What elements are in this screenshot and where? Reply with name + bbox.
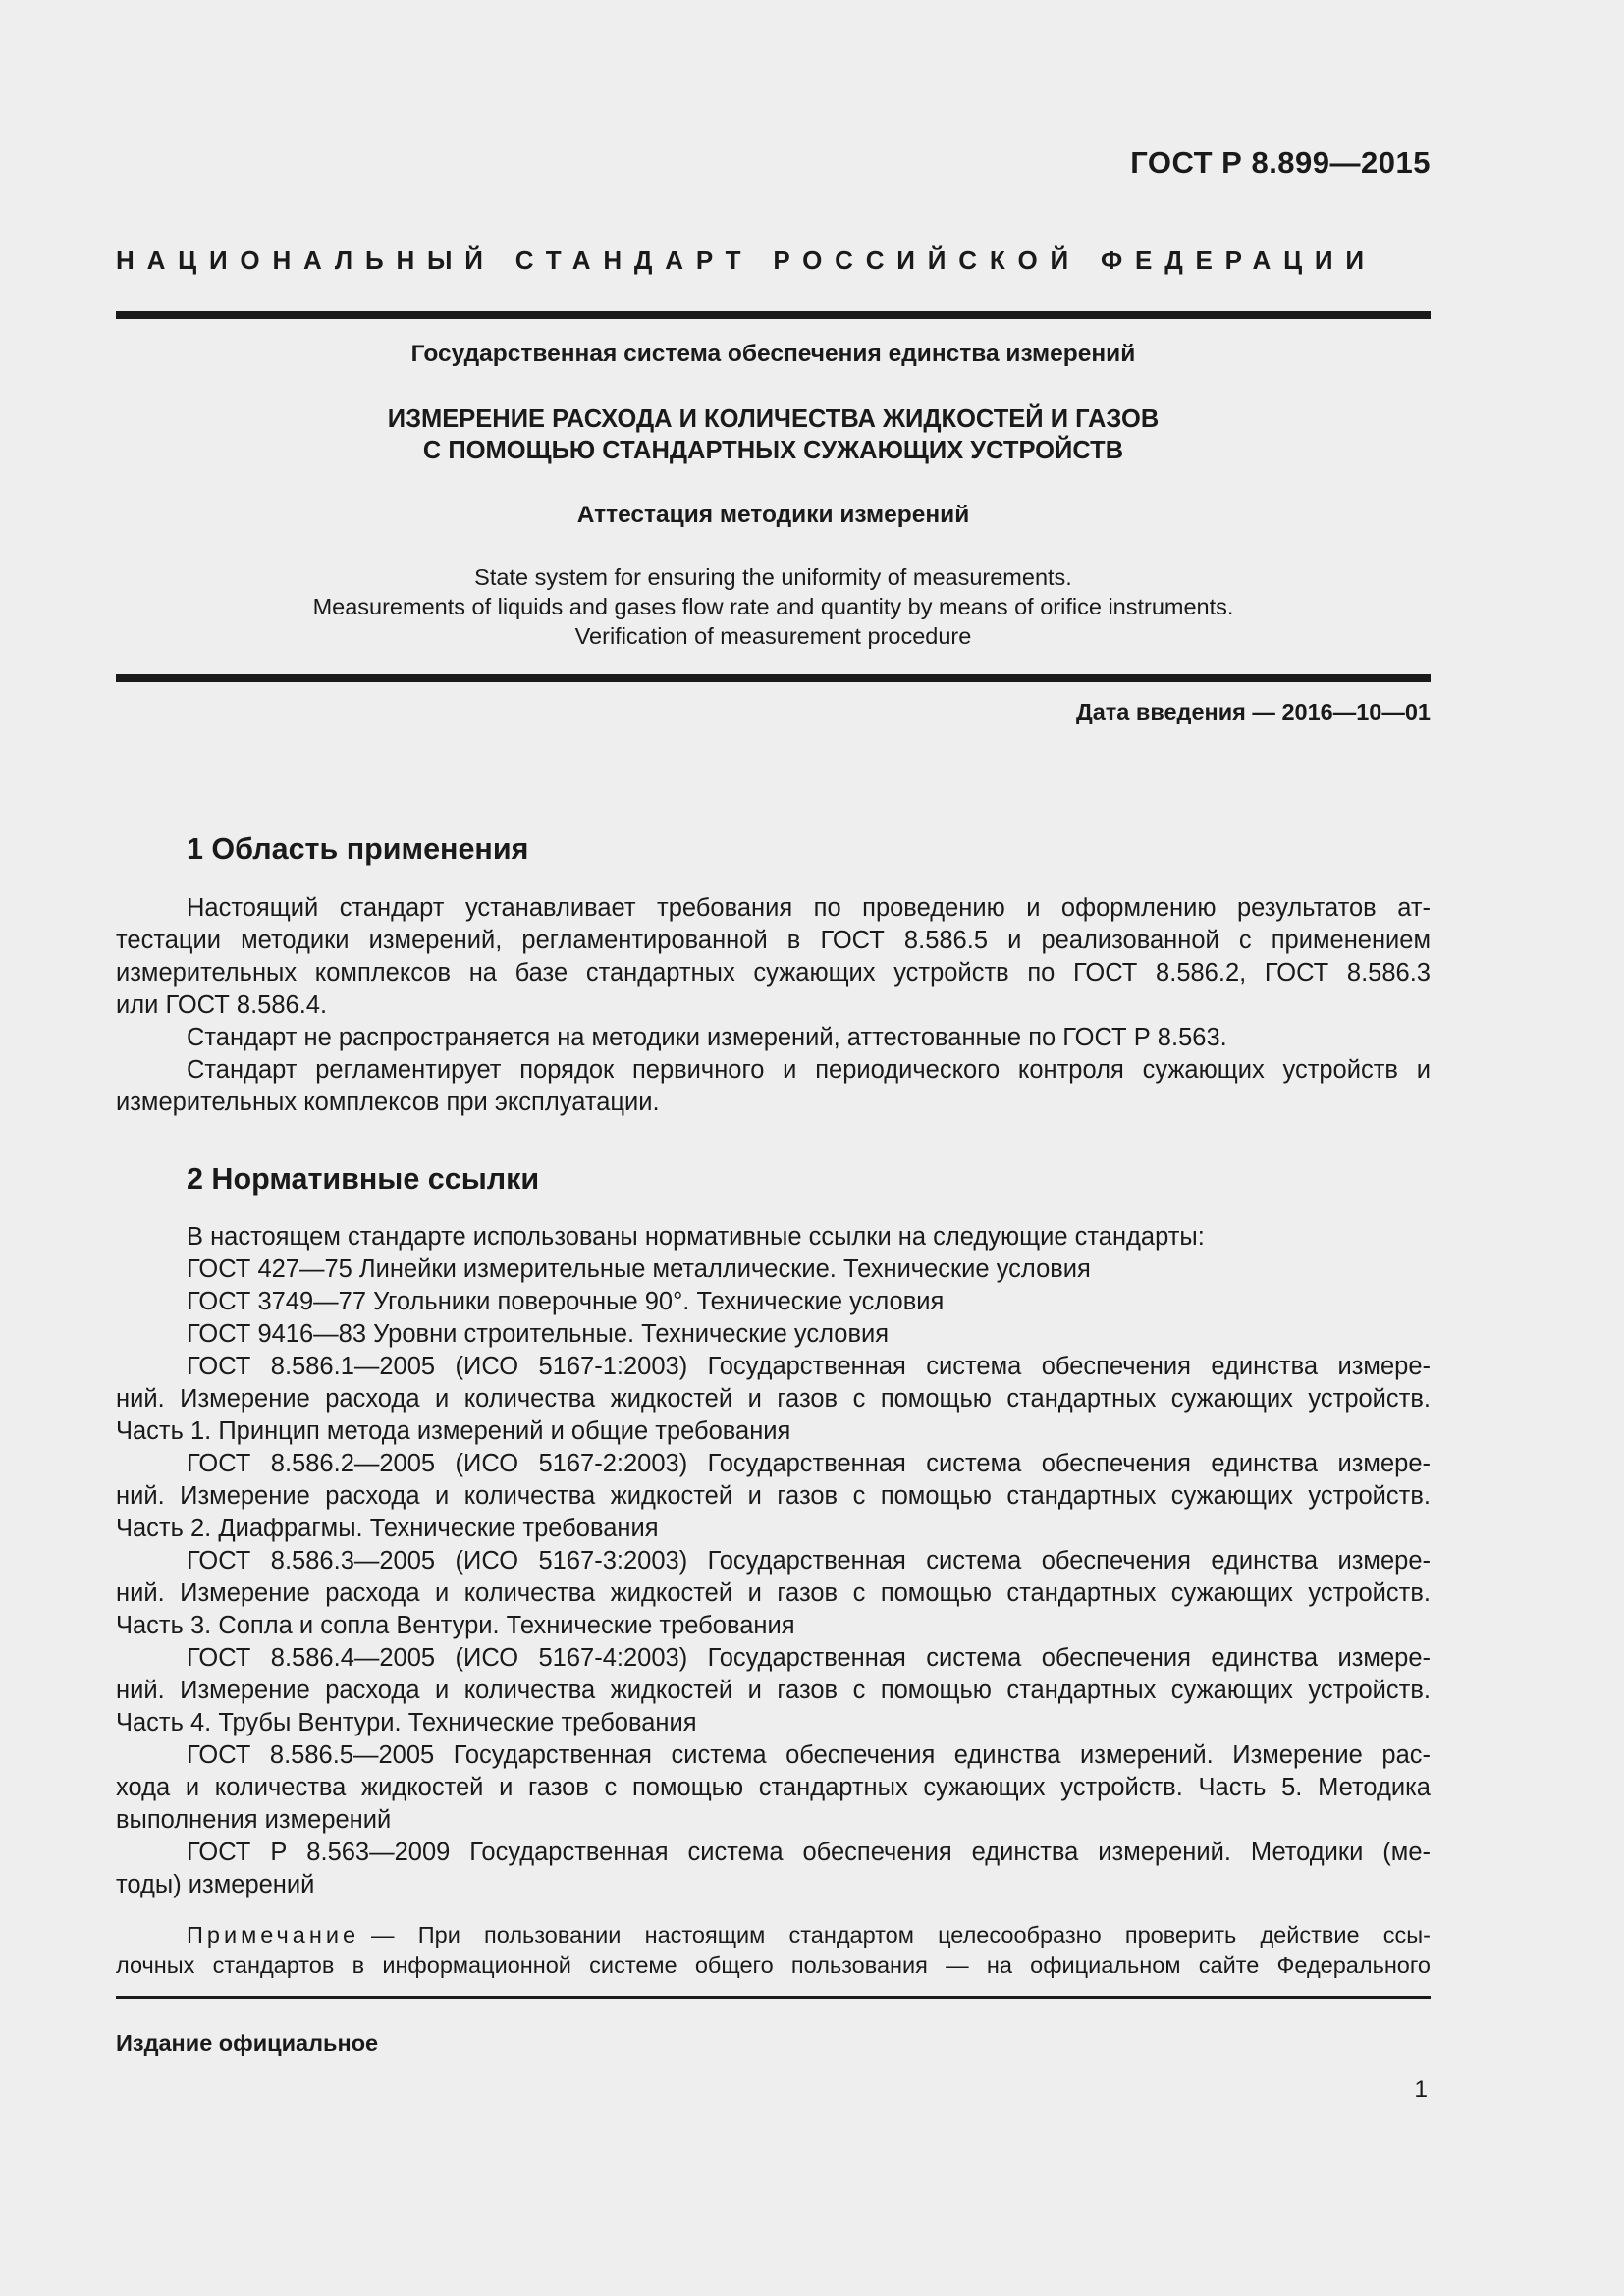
reference-line: ний. Измерение расхода и количества жидкостей и газов с помощью стандартных сужающих устройств.: [116, 1482, 1431, 1510]
national-standard-heading: НАЦИОНАЛЬНЫЙ СТАНДАРТ РОССИЙСКОЙ ФЕДЕРАЦИИ: [116, 245, 1377, 275]
reference-line: ний. Измерение расхода и количества жидкостей и газов с помощью стандартных сужающих устройств.: [116, 1579, 1431, 1607]
reference-line: ний. Измерение расхода и количества жидкостей и газов с помощью стандартных сужающих устройств.: [116, 1677, 1431, 1704]
note-label: Примечание: [187, 1922, 360, 1948]
official-edition-label: Издание официальное: [116, 2030, 379, 2056]
reference-line: ГОСТ 3749—77 Угольники поверочные 90°. Технические условия: [187, 1288, 945, 1315]
reference-line: ГОСТ Р 8.563—2009 Государственная система обеспечения единства измерений. Методики (ме-: [187, 1839, 1431, 1866]
note-line-1: [187, 1924, 1431, 1948]
reference-line: ГОСТ 8.586.2—2005 (ИСО 5167-2:2003) Государственная система обеспечения единства измере-: [187, 1450, 1431, 1477]
title-line-2: С ПОМОЩЬЮ СТАНДАРТНЫХ СУЖАЮЩИХ УСТРОЙСТВ: [422, 437, 1124, 464]
paragraph-line: Стандарт регламентирует порядок первичного и периодического контроля сужающих устройств и: [187, 1056, 1431, 1084]
note-line-2: лочных стандартов в информационной системе общего пользования — на официальном сайте Федерального: [116, 1952, 1431, 1978]
introduction-date: Дата введения — 2016—10—01: [1075, 699, 1431, 724]
title-line-1: ИЗМЕРЕНИЕ РАСХОДА И КОЛИЧЕСТВА ЖИДКОСТЕЙ И ГАЗОВ: [387, 405, 1160, 433]
paragraph-line: или ГОСТ 8.586.4.: [116, 991, 328, 1019]
reference-line: ГОСТ 8.586.5—2005 Государственная система обеспечения единства измерений. Измерение рас-: [187, 1741, 1431, 1769]
english-title-line-1: State system for ensuring the uniformity of measurements.: [474, 564, 1072, 590]
page-number: 1: [1414, 2076, 1428, 2103]
paragraph-line: измерительных комплексов при эксплуатации.: [116, 1089, 660, 1116]
reference-line: В настоящем стандарте использованы нормативные ссылки на следующие стандарты:: [187, 1223, 1205, 1251]
english-title-line-3: Verification of measurement procedure: [574, 623, 972, 649]
standard-series: Государственная система обеспечения единства измерений: [410, 341, 1136, 367]
reference-line: ГОСТ 8.586.3—2005 (ИСО 5167-3:2003) Государственная система обеспечения единства измере-: [187, 1547, 1431, 1575]
paragraph-line: Настоящий стандарт устанавливает требования по проведению и оформлению результатов ат-: [187, 894, 1431, 922]
paragraph-line: тестации методики измерений, регламентированной в ГОСТ 8.586.5 и реализованной с применением: [116, 927, 1431, 954]
standard-designation: ГОСТ Р 8.899—2015: [1130, 145, 1431, 180]
reference-line: Часть 1. Принцип метода измерений и общие требования: [116, 1417, 791, 1445]
reference-line: выполнения измерений: [116, 1806, 392, 1834]
english-title-line-2: Measurements of liquids and gases flow rate and quantity by means of orifice instruments.: [312, 594, 1234, 619]
footer-rule: [116, 1996, 1431, 1999]
reference-line: ГОСТ 8.586.1—2005 (ИСО 5167-1:2003) Государственная система обеспечения единства измере-: [187, 1353, 1431, 1380]
section-1-heading: 1 Область применения: [187, 832, 529, 866]
reference-line: ГОСТ 8.586.4—2005 (ИСО 5167-4:2003) Государственная система обеспечения единства измере-: [187, 1644, 1431, 1672]
reference-line: ГОСТ 427—75 Линейки измерительные металлические. Технические условия: [187, 1255, 1091, 1283]
paragraph-line: Стандарт не распространяется на методики измерений, аттестованные по ГОСТ Р 8.563.: [187, 1024, 1227, 1051]
paragraph-line: измерительных комплексов на базе стандартных сужающих устройств по ГОСТ 8.586.2, ГОСТ 8.586.3: [116, 959, 1431, 987]
reference-line: ний. Измерение расхода и количества жидкостей и газов с помощью стандартных сужающих устройств.: [116, 1385, 1431, 1413]
note-text: — При пользовании настоящим стандартом целесообразно проверить действие ссы-: [371, 1922, 1431, 1948]
reference-line: Часть 2. Диафрагмы. Технические требования: [116, 1515, 659, 1542]
subtitle: Аттестация методики измерений: [576, 502, 970, 528]
reference-line: ГОСТ 9416—83 Уровни строительные. Технические условия: [187, 1320, 890, 1348]
reference-line: Часть 4. Трубы Вентури. Технические требования: [116, 1709, 697, 1736]
top-rule: [116, 311, 1431, 319]
reference-line: тоды) измерений: [116, 1871, 315, 1898]
reference-line: хода и количества жидкостей и газов с помощью стандартных сужающих устройств. Часть 5. Методика: [116, 1774, 1431, 1801]
reference-line: Часть 3. Сопла и сопла Вентури. Технические требования: [116, 1612, 795, 1639]
section-2-heading: 2 Нормативные ссылки: [187, 1162, 540, 1196]
title-bottom-rule: [116, 674, 1431, 682]
